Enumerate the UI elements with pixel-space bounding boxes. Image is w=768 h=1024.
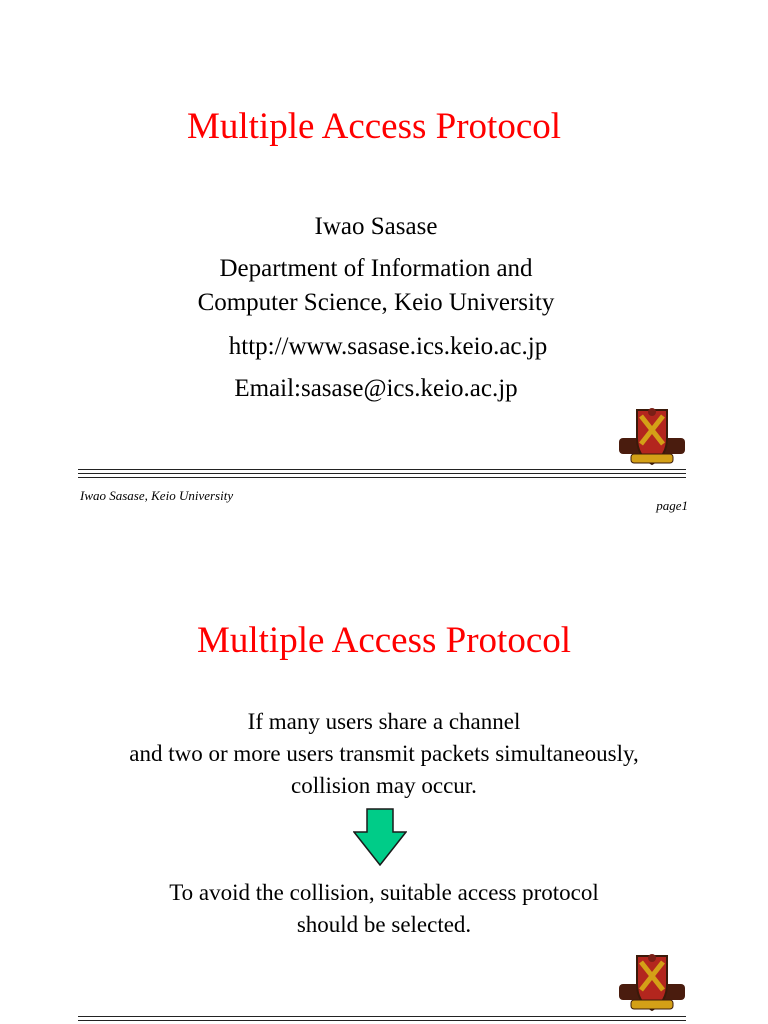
slide-2 — [0, 560, 768, 1024]
email-address: Email:sasase@ics.keio.ac.jp — [234, 375, 518, 402]
keio-crest-icon — [617, 950, 687, 1016]
body-line-3: collision may occur. — [291, 773, 477, 798]
department-line-2: Computer Science, Keio University — [197, 289, 555, 316]
page-number: page1 — [656, 498, 688, 513]
website-url: http://www.sasase.ics.keio.ac.jp — [228, 333, 548, 360]
down-arrow-icon — [353, 808, 407, 866]
department-line-1: Department of Information and — [219, 255, 533, 282]
body-line-1: If many users share a channel — [247, 709, 521, 734]
body-line-5: should be selected. — [296, 912, 472, 937]
keio-crest-icon — [617, 404, 687, 470]
body-line-4: To avoid the collision, suitable access protocol — [169, 880, 599, 905]
body-line-2: and two or more users transmit packets simultaneously, — [129, 741, 639, 766]
footer-author: Iwao Sasase, Keio University — [80, 488, 234, 503]
slide-1-title: Multiple Access Protocol — [186, 106, 562, 147]
author-name: Iwao Sasase — [314, 213, 438, 240]
slide-2-title: Multiple Access Protocol — [196, 620, 572, 661]
